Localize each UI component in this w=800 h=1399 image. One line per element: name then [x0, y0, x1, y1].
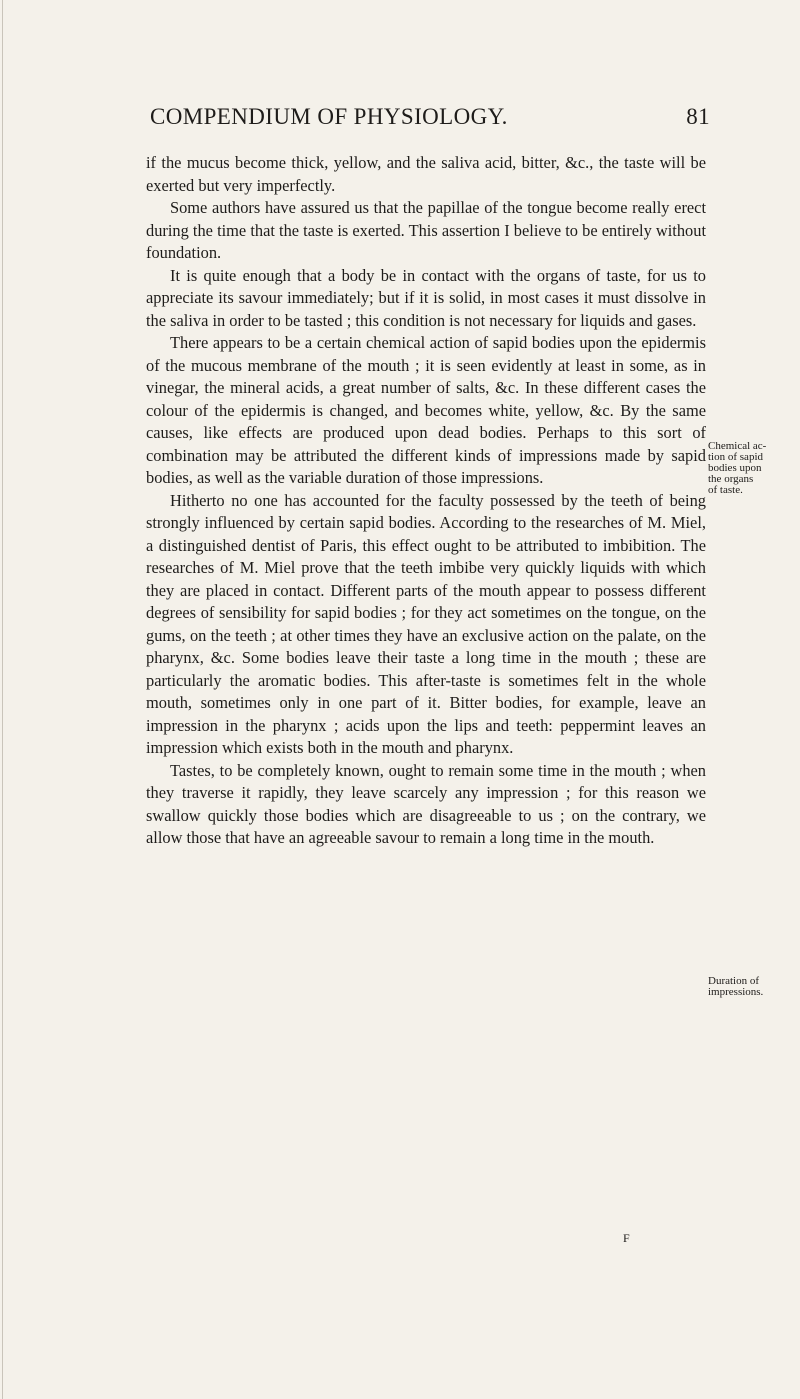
- margin-note-line: the organs: [708, 473, 754, 485]
- margin-note-line: Duration of: [708, 975, 760, 987]
- paragraph-6: Tastes, to be completely known, ought to remain some time in the mouth ; when they traverse it rapidly, they leave scarcely any impression ; for this reason we swallow quickly those bodies which are disagreeable to us ; on the contrary, we allow those that have an agreeable savour to remain a long time in the mouth.: [146, 760, 706, 847]
- paragraph-3: It is quite enough that a body be in contact with the organs of taste, for us to appreciate its savour immediately; but if it is solid, in most cases it must dissolve in the saliva in order to be tasted ; this condition is not necessary for liquids and gases.: [146, 265, 706, 330]
- running-title: COMPENDIUM OF PHYSIOLOGY.: [150, 104, 508, 129]
- paragraph-1: if the mucus become thick, yellow, and the saliva acid, bitter, &c., the taste will be exerted but very imperfectly.: [146, 153, 706, 195]
- page-number: 81: [686, 104, 710, 129]
- running-header: [150, 104, 710, 134]
- margin-note-line: of taste.: [708, 484, 743, 496]
- body-text: [146, 152, 706, 850]
- margin-note-line: bodies upon: [708, 462, 762, 474]
- paragraph-5: Hitherto no one has accounted for the faculty possessed by the teeth of being strongly influenced by certain sapid bodies. According to the researches of M. Miel, a distinguished dentist of Paris, this effect ought to be attributed to imbibition. The researches of M. Miel prove that the teeth imbibe very quickly liquids with which they are placed in contact. Different parts of the mouth appear to possess different degrees of sensibility for sapid bodies ; for they act sometimes on the tongue, on the gums, on the teeth ; at other times they have an exclusive action on the palate, on the pharynx, &c. Some bodies leave their taste a long time in the mouth ; these are particularly the aromatic bodies. This after-taste is sometimes felt in the whole mouth, sometimes only in one part of it. Bitter bodies, for example, leave an impression in the pharynx ; acids upon the lips and teeth: peppermint leaves an impression which exists both in the mouth and pharynx.: [146, 490, 706, 757]
- margin-note-duration: [708, 976, 800, 998]
- margin-note-line: Chemical ac-: [708, 440, 767, 452]
- signature-mark: F: [623, 1231, 630, 1245]
- margin-note-chemical-action: [708, 441, 800, 496]
- page-edge-line: [2, 0, 3, 1399]
- margin-note-line: tion of sapid: [708, 451, 763, 463]
- paragraph-2: Some authors have assured us that the papillae of the tongue become really erect during the time that the taste is exerted. This assertion I believe to be entirely without foundation.: [146, 198, 706, 262]
- margin-note-line: impressions.: [708, 986, 764, 998]
- paragraph-4: There appears to be a certain chemical action of sapid bodies upon the epidermis of the mucous membrane of the mouth ; it is seen evidently at least in some, as in vinegar, the mineral acids, a great number of salts, &c. In these different cases the colour of the epidermis is changed, and becomes white, yellow, &c. By the same causes, like effects are produced upon dead bodies. Perhaps to this sort of combination may be attributed the different kinds of impressions made by sapid bodies, as well as the variable duration of those impressions.: [146, 333, 706, 487]
